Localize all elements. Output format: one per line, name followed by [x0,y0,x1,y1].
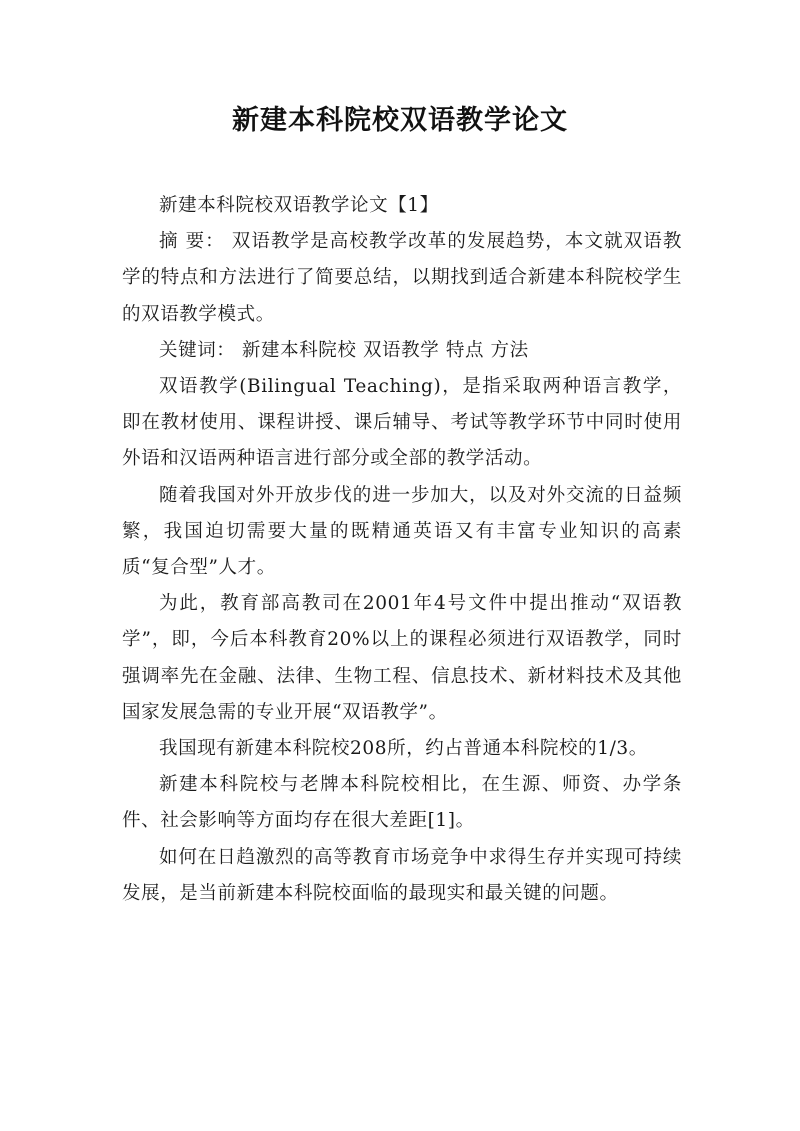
paragraph-heading: 新建本科院校双语教学论文【1】 [159,195,439,216]
paragraph-background: 随着我国对外开放步伐的进一步加大，以及对外交流的日益频繁，我国迫切需要大量的既精通英语又有丰富专业知识的高素质“复合型”人才。 [122,484,682,579]
paragraph-statistics: 我国现有新建本科院校208所，约占普通本科院校的1/3。 [159,738,648,760]
paragraph-policy: 为此，教育部高教司在2001年4号文件中提出推动“双语教学”，即，今后本科教育20%以上的课程必须进行双语教学，同时强调率先在金融、法律、生物工程、信息技术、新材料技术及其他国家发展急需的专业开展“双语教学”。 [122,593,682,723]
paragraph-abstract: 摘 要： 双语教学是高校教学改革的发展趋势，本文就双语教学的特点和方法进行了简要总结，以期找到适合新建本科院校学生的双语教学模式。 [122,231,682,325]
paragraph-question: 如何在日趋激烈的高等教育市场竞争中求得生存并实现可持续发展，是当前新建本科院校面临的最现实和最关键的问题。 [122,846,682,904]
paragraph-definition: 双语教学(Bilingual Teaching)，是指采取两种语言教学，即在教材使用、课程讲授、课后辅导、考试等教学环节中同时使用外语和汉语两种语言进行部分或全部的教学活动。 [122,376,682,470]
document-body [122,188,682,912]
paragraph-comparison: 新建本科院校与老牌本科院校相比，在生源、师资、办学条件、社会影响等方面均存在很大差距[1]。 [122,774,682,832]
paragraph-keywords: 关键词： 新建本科院校 双语教学 特点 方法 [159,339,529,361]
document-title: 新建本科院校双语教学论文 [232,105,568,136]
